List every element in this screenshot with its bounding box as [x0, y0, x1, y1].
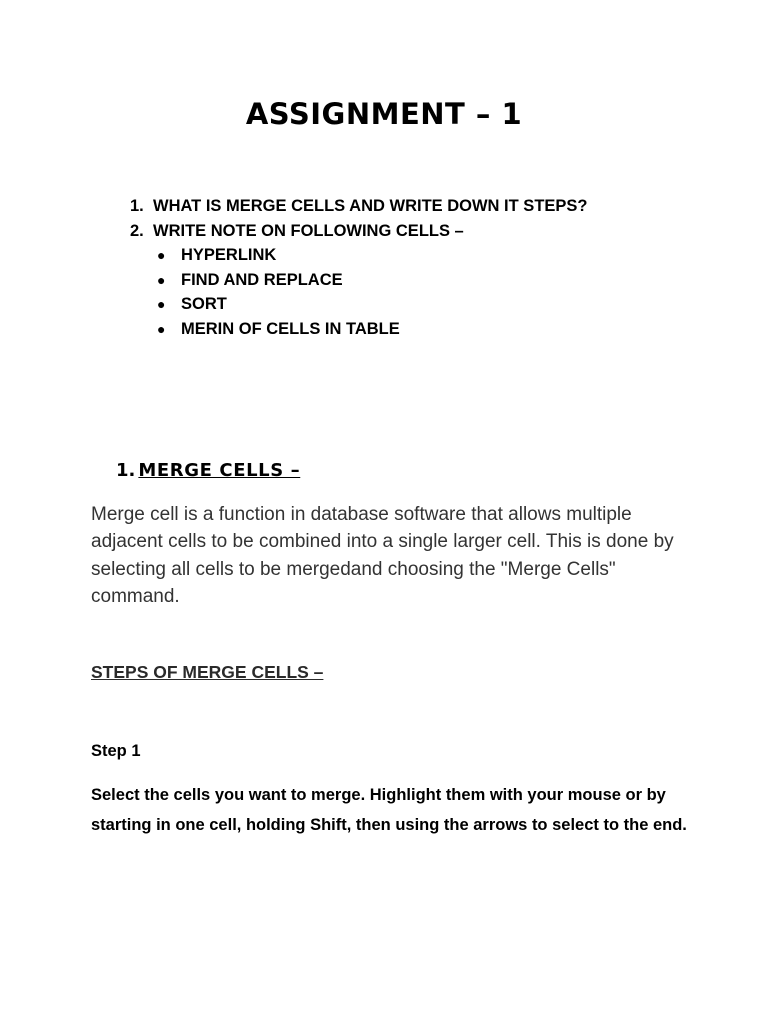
bullet-item — [130, 292, 588, 317]
question-text: WRITE NOTE ON FOLLOWING CELLS – — [153, 221, 464, 240]
bullet-text: SORT — [181, 295, 227, 313]
bullet-icon: ● — [157, 247, 166, 263]
section-number: 1. — [116, 460, 136, 481]
question-item — [130, 194, 588, 219]
question-item — [130, 219, 588, 244]
question-text: WHAT IS MERGE CELLS AND WRITE DOWN IT STEPS? — [153, 197, 588, 215]
question-number: 1. — [130, 197, 144, 215]
question-number: 2. — [130, 221, 144, 240]
step-label: Step 1 — [91, 742, 141, 760]
section-heading — [116, 460, 300, 481]
bullet-icon: ● — [157, 320, 166, 337]
bullet-icon: ● — [157, 271, 166, 288]
bullet-icon: ● — [157, 296, 166, 312]
step-text: Select the cells you want to merge. Highlight them with your mouse or by starting in one cell, holding Shift, then using the arrows to select to the end. — [91, 786, 687, 834]
bullet-item — [130, 268, 588, 293]
section-paragraph: Merge cell is a function in database software that allows multiple adjacent cells to be combined into a single larger cell. This is done by selecting all cells to be mergedand choosing the "Merge Cells" command. — [91, 504, 674, 607]
steps-heading: STEPS OF MERGE CELLS – — [91, 662, 324, 682]
bullet-text: HYPERLINK — [181, 246, 277, 264]
section-title: MERGE CELLS – — [138, 460, 301, 481]
bullet-item — [130, 317, 588, 342]
bullet-text: MERIN OF CELLS IN TABLE — [181, 319, 400, 338]
page-title: ASSIGNMENT – 1 — [245, 97, 523, 131]
bullet-item — [130, 243, 588, 268]
question-list — [130, 194, 588, 341]
bullet-text: FIND AND REPLACE — [181, 270, 343, 289]
